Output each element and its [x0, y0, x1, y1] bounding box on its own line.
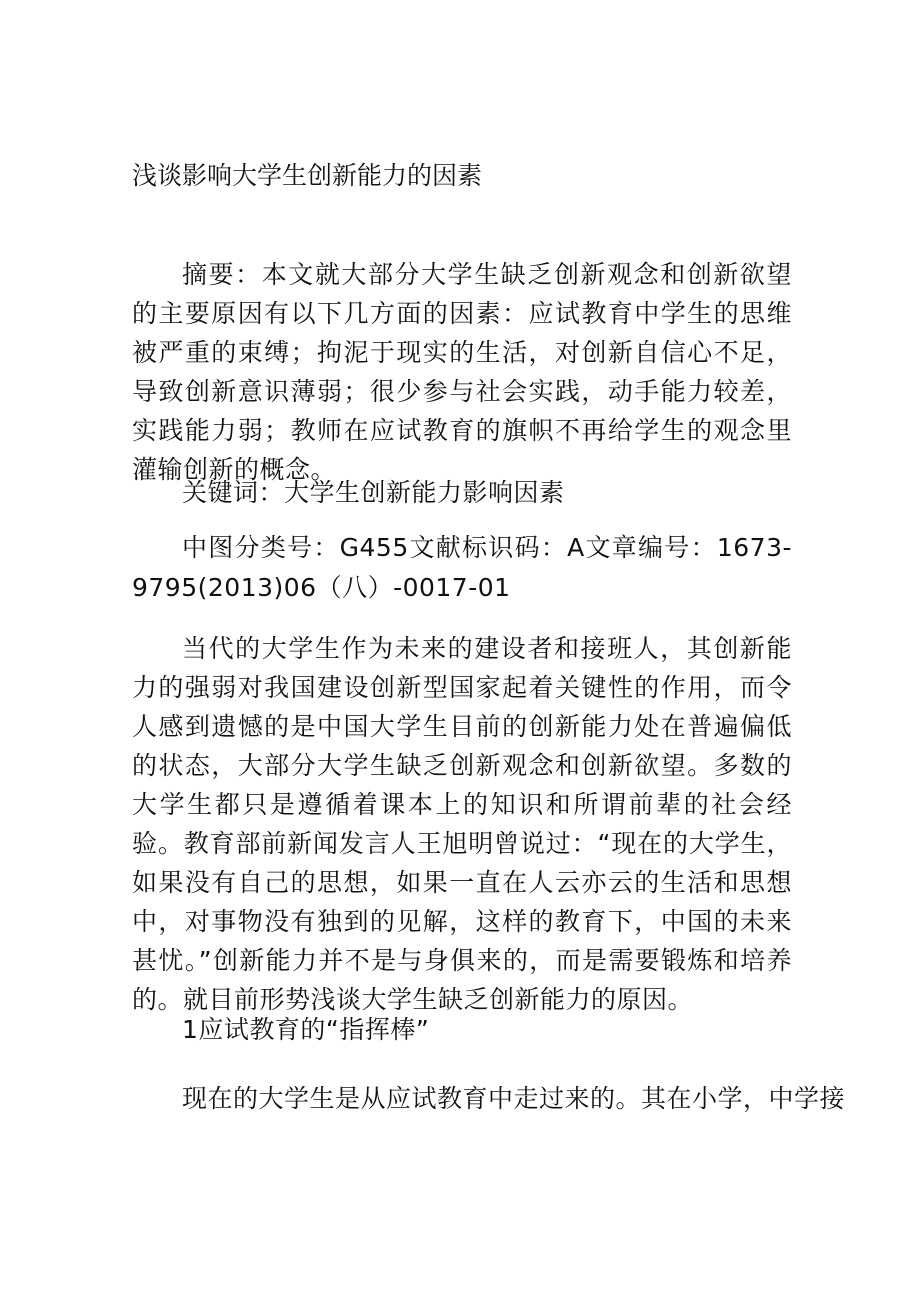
abstract-paragraph: 摘要：本文就大部分大学生缺乏创新观念和创新欲望的主要原因有以下几方面的因素：应试教育中学生的思维被严重的束缚；拘泥于现实的生活，对创新自信心不足，导致创新意识薄弱；很少参与社会实践，动手能力较差，实践能力弱；教师在应试教育的旗帜不再给学生的观念里灌输创新的概念。 [132, 260, 792, 484]
keywords-line: 关键词：大学生创新能力影响因素 [182, 478, 565, 507]
document-title: 浅谈影响大学生创新能力的因素 [132, 161, 483, 190]
section-heading-1: 1应试教育的“指挥棒” [182, 1015, 430, 1044]
classification-line: 中图分类号：G455文献标识码：A文章编号：1673-9795(2013)06（八）-0017-01 [132, 533, 792, 602]
body-paragraph-2: 现在的大学生是从应试教育中走过来的。其在小学，中学接 [182, 1084, 846, 1113]
body-paragraph-1: 当代的大学生作为未来的建设者和接班人，其创新能力的强弱对我国建设创新型国家起着关键性的作用，而令人感到遗憾的是中国大学生目前的创新能力处在普遍偏低的状态，大部分大学生缺乏创新观念和创新欲望。多数的大学生都只是遵循着课本上的知识和所谓前辈的社会经验。教育部前新闻发言人王旭明曾说过：“现在的大学生，如果没有自己的思想，如果一直在人云亦云的生活和思想中，对事物没有独到的见解，这样的教育下，中国的未来甚忧。”创新能力并不是与身俱来的，而是需要锻炼和培养的。就目前形势浅谈大学生缺乏创新能力的原因。 [132, 634, 792, 1014]
